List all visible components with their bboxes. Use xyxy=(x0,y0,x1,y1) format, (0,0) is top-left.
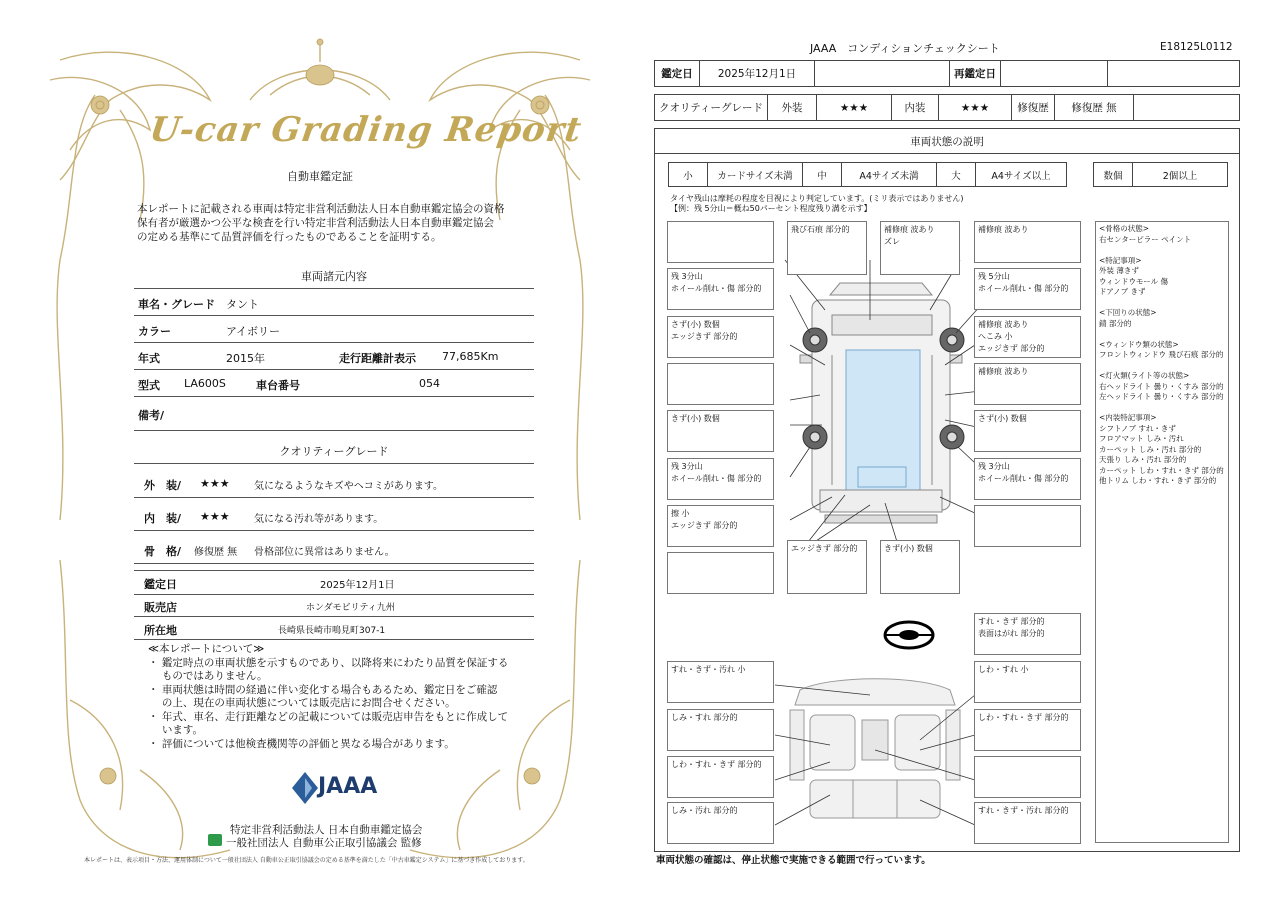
damage-box-bottom-1: エッジきず 部分的 xyxy=(787,540,867,594)
condition-note-line: 右センターピラー ペイント xyxy=(1099,234,1192,244)
interior-box-left-2: しみ・すれ 部分的 xyxy=(667,709,774,751)
footnote: 本レポートは、表示項目・方法、運用体制について一般社団法人 自動車公正取引協議会の定める基準を満たした「中古車鑑定システム」に基づき作成しております。 xyxy=(84,857,529,864)
car-interior-diagram xyxy=(770,670,980,840)
damage-box-left-8 xyxy=(667,552,774,594)
condition-note-line xyxy=(1099,298,1225,309)
condition-note-line: 右ヘッドライト 曇り・くすみ 部分的 xyxy=(1099,381,1224,391)
divider xyxy=(134,463,534,464)
condition-note-line: カーペット しみ・汚れ 部分的 xyxy=(1099,444,1202,454)
interior-box-right-3 xyxy=(974,756,1081,798)
damage-box-left-1 xyxy=(667,221,774,263)
ext-label: 外装 xyxy=(767,94,817,121)
repair-blank xyxy=(1133,94,1240,121)
condition-note-line: <特記事項> xyxy=(1099,255,1142,265)
spec-row-model: 型式 LA600S 車台番号 054 xyxy=(134,370,534,397)
condition-note-line: <ウィンドウ類の状態> xyxy=(1099,339,1179,349)
spec-row-remarks: 備考/ xyxy=(134,400,534,431)
interior-box-right-4: すれ・きず・汚れ 部分的 xyxy=(974,802,1081,844)
spec-row-name: 車名・グレード タント xyxy=(134,289,534,316)
condition-note-line: 天張り しみ・汚れ 部分的 xyxy=(1099,455,1187,464)
condition-note-line xyxy=(1099,361,1225,372)
report-title: U-car Grading Report xyxy=(147,110,585,150)
description-header: 車両状態の説明 xyxy=(654,128,1240,154)
int-label: 内装 xyxy=(891,94,939,121)
condition-note-line: ドアノブ きず xyxy=(1099,287,1146,296)
damage-box-right-1: 補修痕 波あり xyxy=(974,221,1081,263)
tire-note-1: タイヤ残山は摩耗の程度を目視により判定しています。(ミリ表示ではありません) xyxy=(670,194,964,203)
count-label: 数個 xyxy=(1093,162,1133,187)
condition-note-line xyxy=(1099,329,1225,340)
damage-box-right-4: 補修痕 波あり xyxy=(974,363,1081,405)
grade-header: クオリティーグレード xyxy=(279,445,389,458)
size-large: 大 xyxy=(936,162,976,187)
certificate-title: 自動車鑑定証 xyxy=(287,170,353,183)
interior-box-right-2: しわ・すれ・きず 部分的 xyxy=(974,709,1081,751)
redate-label: 再鑑定日 xyxy=(949,60,1001,87)
jaaa-logo-text: JAAA xyxy=(318,774,378,799)
condition-notes-panel xyxy=(1095,221,1229,843)
damage-box-bottom-2: きず(小) 数個 xyxy=(880,540,960,594)
condition-note-line: <下回りの状態> xyxy=(1099,308,1157,317)
spec-header: 車両諸元内容 xyxy=(301,270,367,283)
condition-check-sheet xyxy=(640,0,1280,905)
sheet-footer: 車両状態の確認は、停止状態で実施できる範囲で行っています。 xyxy=(656,855,931,866)
date-blank xyxy=(814,60,950,87)
interior-box-left-4: しみ・汚れ 部分的 xyxy=(667,802,774,844)
info-row-date: 鑑定日 2025年12月1日 xyxy=(134,570,534,595)
condition-note-line: <内装特記事項> xyxy=(1099,413,1157,422)
damage-box-left-2: 残 3分山 ホイール削れ・傷 部分的 xyxy=(667,268,774,310)
damage-box-top-1: 飛び石痕 部分的 xyxy=(787,221,867,275)
condition-note-line: シフトノブ すれ・きず xyxy=(1099,423,1176,433)
condition-note-line: ウィンドウモール 傷 xyxy=(1099,276,1168,286)
damage-box-right-7 xyxy=(974,505,1081,547)
size-medium: 中 xyxy=(802,162,842,187)
damage-box-left-6: 残 3分山 ホイール削れ・傷 部分的 xyxy=(667,458,774,500)
tire-note-2: 【例：残 5分山＝概ね50パーセント程度残り溝を示す】 xyxy=(670,204,872,213)
interior-box-left-3: しわ・すれ・きず 部分的 xyxy=(667,756,774,798)
damage-box-left-5: きず(小) 数個 xyxy=(667,410,774,452)
condition-note-line: 外装 薄きず xyxy=(1099,266,1139,275)
damage-box-top-2: 補修痕 波あり ズレ xyxy=(880,221,960,275)
size-medium-text: A4サイズ未満 xyxy=(841,162,937,187)
intro-text: 本レポートに記載される車両は特定非営利活動法人日本自動車鑑定協会の資格 保有者が厳選かつ公平な検査を行い特定非営利活動法人日本自動車鑑定協会 の定める基準にて品質評価を行ったものであることを証明する。 xyxy=(137,203,505,243)
kotori-icon xyxy=(208,834,222,846)
damage-box-left-3: さず(小) 数個 エッジきず 部分的 xyxy=(667,316,774,358)
size-small: 小 xyxy=(668,162,708,187)
info-row-address: 所在地 長崎県長崎市鳴見町307-1 xyxy=(134,617,534,640)
info-row-dealer: 販売店 ホンダモビリティ九州 xyxy=(134,594,534,617)
redate-value xyxy=(1000,60,1108,87)
interior-box-steering: すれ・きず 部分的 表面はがれ 部分的 xyxy=(974,613,1081,655)
count-value: 2個以上 xyxy=(1132,162,1228,187)
damage-box-right-5: さず(小) 数個 xyxy=(974,410,1081,452)
quality-grade-label: クオリティーグレード xyxy=(654,94,768,121)
damage-box-right-6: 残 3分山 ホイール削れ・傷 部分的 xyxy=(974,458,1081,500)
size-large-text: A4サイズ以上 xyxy=(975,162,1067,187)
condition-note-line xyxy=(1099,403,1225,414)
date-label: 鑑定日 xyxy=(654,60,700,87)
sheet-title: JAAA コンディションチェックシート xyxy=(810,42,1000,55)
spec-row-color: カラー アイボリー xyxy=(134,316,534,343)
date-value: 2025年12月1日 xyxy=(699,60,815,87)
condition-note-line: <灯火類(ライト等の状態> xyxy=(1099,371,1190,380)
condition-note-line: カーペット しわ・すれ・きず 部分的 xyxy=(1099,465,1224,475)
org-name-2: 一般社団法人 自動車公正取引協議会 監修 xyxy=(226,837,422,849)
condition-note-line: フロントウィンドウ 飛び石痕 部分的 xyxy=(1099,350,1224,359)
grade-row-frame: 骨 格/ 修復歴 無 骨格部位に異常はありません。 xyxy=(134,533,534,564)
damage-box-right-2: 残 5分山 ホイール削れ・傷 部分的 xyxy=(974,268,1081,310)
org-name-1: 特定非営利活動法人 日本自動車鑑定協会 xyxy=(230,824,423,836)
condition-note-line: フロアマット しみ・汚れ xyxy=(1099,434,1184,443)
redate-blank xyxy=(1107,60,1240,87)
repair-value: 修復歴 無 xyxy=(1054,94,1134,121)
damage-box-left-7: 擦 小 エッジきず 部分的 xyxy=(667,505,774,547)
size-small-text: カードサイズ未満 xyxy=(707,162,803,187)
condition-note-line: <骨格の状態> xyxy=(1099,224,1150,233)
sheet-id: E18125L0112 xyxy=(1160,41,1233,53)
condition-note-line: 他トリム しわ・すれ・きず 部分的 xyxy=(1099,476,1217,485)
jaaa-logo-icon xyxy=(290,770,320,806)
damage-box-left-4 xyxy=(667,363,774,405)
condition-note-line xyxy=(1099,245,1225,256)
grade-row-exterior: 外 装/ ★★★ 気になるようなキズやヘコミがあります。 xyxy=(134,467,534,498)
interior-box-right-1: しわ・すれ 小 xyxy=(974,661,1081,703)
condition-note-line: 錆 部分的 xyxy=(1099,318,1132,328)
interior-box-left-1: すれ・きず・汚れ 小 xyxy=(667,661,774,703)
spec-row-year: 年式 2015年 走行距離計表示 77,685Km xyxy=(134,343,534,370)
ext-stars: ★★★ xyxy=(816,94,892,121)
steering-wheel-icon xyxy=(882,618,936,652)
condition-note-line: 左ヘッドライト 曇り・くすみ 部分的 xyxy=(1099,392,1224,401)
grade-row-interior: 内 装/ ★★★ 気になる汚れ等があります。 xyxy=(134,500,534,531)
notes-block: ≪本レポートについて≫ ・ 鑑定時点の車両状態を示すものであり、以降将来にわたり品質を保証する ものではありません。 ・ 車両状態は時間の経過に伴い変化する場合もあるため、鑑定日をご確認 の上、現在の車両状態については販売店にお問合せください。 ・ 年式、車名、走行距離などの記載については販売店申告をもとに作成して います。 ・ 評価については他検査機関等の評価と異なる場合があります。 xyxy=(148,643,509,750)
int-stars: ★★★ xyxy=(938,94,1012,121)
repair-label: 修復歴 xyxy=(1011,94,1055,121)
damage-box-right-3: 補修痕 波あり へこみ 小 エッジきず 部分的 xyxy=(974,316,1081,358)
